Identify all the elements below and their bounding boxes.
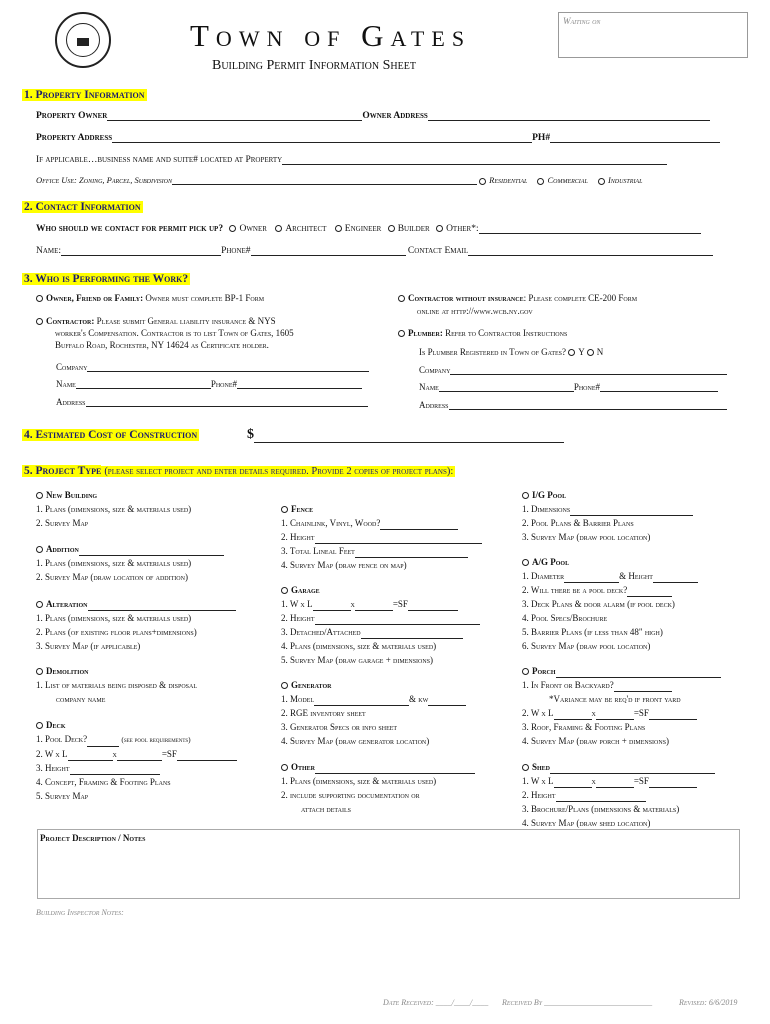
owner-option-text: Owner must complete BP-1 Form bbox=[145, 293, 265, 303]
fence-type-field[interactable] bbox=[380, 520, 458, 530]
ph-field[interactable] bbox=[550, 133, 720, 143]
deck-sf-label: =SF bbox=[161, 749, 177, 759]
waiting-on-label: Waiting on bbox=[563, 16, 601, 26]
contact-engineer-radio[interactable] bbox=[335, 225, 342, 232]
porch-variance-note: *Variance may be req'd if front yard bbox=[549, 694, 681, 704]
other-item: attach details bbox=[301, 804, 351, 814]
porch-group bbox=[522, 664, 721, 748]
right-phone-field[interactable] bbox=[600, 382, 718, 392]
other-group bbox=[281, 760, 475, 816]
shed-x-label: x bbox=[591, 776, 596, 786]
ag-pool-deck-field[interactable] bbox=[627, 587, 672, 597]
left-name-row bbox=[56, 379, 362, 389]
deck-title: Deck bbox=[46, 720, 66, 730]
shed-title: Shed bbox=[532, 762, 551, 772]
owner-option-label: Owner, Friend or Family: bbox=[46, 293, 144, 303]
generator-model-label: 1. Model bbox=[281, 694, 314, 704]
contact-name-field[interactable] bbox=[61, 246, 221, 256]
porch-title: Porch bbox=[532, 666, 556, 676]
generator-title: Generator bbox=[291, 680, 332, 690]
addition-title: Addition bbox=[46, 544, 79, 554]
cwi-online[interactable]: online at http://www.wcb.ny.gov bbox=[417, 306, 533, 316]
contact-other-label: Other*: bbox=[446, 224, 479, 234]
contact-other-radio[interactable] bbox=[436, 225, 443, 232]
contact-engineer-label: Engineer bbox=[344, 224, 382, 234]
ig-pool-radio[interactable] bbox=[522, 492, 529, 499]
contact-architect-radio[interactable] bbox=[275, 225, 282, 232]
deck-l-field[interactable] bbox=[117, 751, 162, 761]
ig-pool-item: 2. Pool Plans & Barrier Plans bbox=[522, 518, 634, 528]
contact-phone-label: Phone# bbox=[221, 246, 251, 256]
page-subtitle: Building Permit Information Sheet bbox=[212, 58, 416, 73]
generator-radio[interactable] bbox=[281, 682, 288, 689]
alteration-title: Alteration bbox=[46, 599, 88, 609]
contact-other-field[interactable] bbox=[479, 224, 701, 234]
cwi-radio[interactable] bbox=[398, 295, 405, 302]
generator-model-field[interactable] bbox=[314, 696, 409, 706]
addition-group bbox=[36, 542, 224, 584]
porch-yard-label: 1. In Front or Backyard? bbox=[522, 680, 614, 690]
commercial-radio[interactable] bbox=[537, 178, 544, 185]
ag-pool-height-label: & Height bbox=[619, 571, 653, 581]
contact-architect-label: Architect bbox=[285, 224, 327, 234]
generator-kw-label: & kw bbox=[409, 694, 429, 704]
plumber-no-radio[interactable] bbox=[587, 349, 594, 356]
shed-height-label: 2. Height bbox=[522, 790, 556, 800]
contact-builder-radio[interactable] bbox=[388, 225, 395, 232]
right-name-field[interactable] bbox=[439, 382, 574, 392]
porch-l-field[interactable] bbox=[596, 710, 634, 720]
page-title: Town of Gates bbox=[190, 18, 472, 53]
left-name-label: Name bbox=[56, 379, 76, 389]
deck-w-field[interactable] bbox=[68, 751, 113, 761]
deck-radio[interactable] bbox=[36, 722, 43, 729]
porch-item: 3. Roof, Framing & Footing Plans bbox=[522, 722, 646, 732]
shed-item: 4. Survey Map (draw shed location) bbox=[522, 818, 651, 828]
plumber-no-label: N bbox=[596, 347, 604, 357]
left-address-row bbox=[56, 397, 368, 407]
ag-pool-title: A/G Pool bbox=[532, 557, 570, 567]
right-company-label: Company bbox=[419, 365, 451, 375]
demolition-radio[interactable] bbox=[36, 668, 43, 675]
contact-who-row bbox=[36, 224, 701, 234]
contractor-option[interactable] bbox=[36, 316, 276, 326]
ph-label: PH# bbox=[532, 133, 551, 143]
other-item: 2. include supporting documentation or bbox=[281, 790, 420, 800]
plumber-yes-radio[interactable] bbox=[568, 349, 575, 356]
deck-height-field[interactable] bbox=[70, 765, 160, 775]
ig-pool-dim-label: 1. Dimensions bbox=[522, 504, 571, 514]
deck-x-label: x bbox=[112, 749, 117, 759]
alteration-item: 3. Survey Map (if applicable) bbox=[36, 641, 141, 651]
porch-wxl-label: 2. W x L bbox=[522, 708, 554, 718]
business-label: If applicable…business name and suite# located at Property bbox=[36, 155, 283, 165]
garage-sf-label: =SF bbox=[392, 599, 408, 609]
left-name-field[interactable] bbox=[76, 379, 211, 389]
section-2-heading: 2. Contact Information bbox=[24, 201, 141, 213]
porch-yard-field[interactable] bbox=[614, 682, 672, 692]
shed-field[interactable] bbox=[550, 764, 715, 774]
other-field[interactable] bbox=[315, 764, 475, 774]
deck-sf-field[interactable] bbox=[177, 751, 237, 761]
addition-radio[interactable] bbox=[36, 546, 43, 553]
right-company-field[interactable] bbox=[450, 365, 727, 375]
porch-w-field[interactable] bbox=[554, 710, 592, 720]
contractor-radio[interactable] bbox=[36, 318, 43, 325]
fence-group bbox=[281, 502, 482, 572]
ag-pool-deck-label: 2. Will there be a pool deck? bbox=[522, 585, 628, 595]
shed-l-field[interactable] bbox=[596, 778, 634, 788]
residential-radio[interactable] bbox=[479, 178, 486, 185]
town-seal bbox=[55, 12, 111, 68]
contact-name-row bbox=[36, 246, 713, 256]
property-owner-label: Property Owner bbox=[36, 111, 108, 121]
left-address-label: Address bbox=[56, 397, 86, 407]
section-5-instructions: (please select project and enter details required. Provide 2 copies of project plans): bbox=[101, 466, 455, 477]
date-received: Date Received: ____/____/____ bbox=[383, 998, 489, 1007]
garage-wxl-label: 1. W x L bbox=[281, 599, 313, 609]
left-address-field[interactable] bbox=[86, 397, 368, 407]
right-address-field[interactable] bbox=[449, 400, 727, 410]
garage-height-label: 2. Height bbox=[281, 613, 315, 623]
demolition-item: company name bbox=[56, 694, 106, 704]
business-row bbox=[36, 155, 667, 165]
section-5-heading: 5. Project Type bbox=[24, 465, 102, 477]
demolition-group bbox=[36, 664, 197, 706]
fence-radio[interactable] bbox=[281, 506, 288, 513]
right-address-label: Address bbox=[419, 400, 449, 410]
left-company-row bbox=[56, 362, 369, 372]
contact-builder-label: Builder bbox=[397, 224, 430, 234]
garage-item: 4. Plans (dimensions, size & materials used) bbox=[281, 641, 437, 651]
ag-pool-group bbox=[522, 555, 698, 653]
industrial-radio[interactable] bbox=[598, 178, 605, 185]
fence-item: 4. Survey Map (draw fence on map) bbox=[281, 560, 407, 570]
addition-item: 2. Survey Map (draw location of addition) bbox=[36, 572, 188, 582]
project-notes-box[interactable] bbox=[37, 829, 740, 899]
cost-dollar: $ bbox=[247, 427, 254, 442]
cwi-text: : Please complete CE-200 Form bbox=[523, 293, 638, 303]
left-company-field[interactable] bbox=[87, 362, 369, 372]
garage-detached-label: 3. Detached/Attached bbox=[281, 627, 361, 637]
garage-height-field[interactable] bbox=[315, 615, 480, 625]
porch-field[interactable] bbox=[556, 668, 721, 678]
contractor-text-2: worker's Compensation. Contractor is to list Town of Gates, 1605 bbox=[55, 328, 294, 338]
other-radio[interactable] bbox=[281, 764, 288, 771]
addition-field[interactable] bbox=[79, 546, 224, 556]
ag-pool-height-field[interactable] bbox=[653, 573, 698, 583]
contractor-label: Contractor: bbox=[46, 316, 95, 326]
ag-pool-item: 5. Barrier Plans (if less than 48" high) bbox=[522, 627, 663, 637]
porch-item: 4. Survey Map (draw porch + dimensions) bbox=[522, 736, 670, 746]
office-use-label: Office Use: Zoning, Parcel, Subdivision bbox=[36, 175, 173, 185]
demolition-title: Demolition bbox=[46, 666, 89, 676]
garage-group bbox=[281, 583, 480, 667]
ag-pool-item: 3. Deck Plans & door alarm (if pool deck) bbox=[522, 599, 675, 609]
fence-type-label: 1. Chainlink, Vinyl, Wood? bbox=[281, 518, 381, 528]
ag-pool-diameter-field[interactable] bbox=[564, 573, 619, 583]
contractor-text-1: Please submit General liability insurance & NYS bbox=[96, 316, 276, 326]
alteration-radio[interactable] bbox=[36, 601, 43, 608]
ig-pool-dim-field[interactable] bbox=[570, 506, 693, 516]
commercial-label: Commercial bbox=[547, 175, 588, 185]
project-notes-title: Project Description / Notes bbox=[40, 833, 146, 843]
cost-row bbox=[247, 427, 564, 443]
fence-title: Fence bbox=[291, 504, 314, 514]
cost-field[interactable] bbox=[254, 430, 564, 443]
generator-kw-field[interactable] bbox=[428, 696, 466, 706]
porch-x-label: x bbox=[591, 708, 596, 718]
ig-pool-title: I/G Pool bbox=[532, 490, 567, 500]
shed-sf-label: =SF bbox=[633, 776, 649, 786]
business-field[interactable] bbox=[282, 155, 667, 165]
alteration-group bbox=[36, 597, 236, 653]
seal-emblem-icon bbox=[75, 36, 91, 48]
owner-address-field[interactable] bbox=[428, 111, 710, 121]
generator-item: 4. Survey Map (draw generator location) bbox=[281, 736, 430, 746]
inspector-notes-label: Building Inspector Notes: bbox=[36, 908, 124, 917]
plumber-label: Plumber: bbox=[408, 328, 443, 338]
generator-item: 3. Generator Specs or info sheet bbox=[281, 722, 398, 732]
deck-height-label: 3. Height bbox=[36, 763, 70, 773]
waiting-on-box[interactable] bbox=[558, 12, 748, 58]
right-name-label: Name bbox=[419, 382, 439, 392]
other-title: Other bbox=[291, 762, 316, 772]
garage-l-field[interactable] bbox=[355, 601, 393, 611]
porch-sf-field[interactable] bbox=[649, 710, 697, 720]
plumber-question: Is Plumber Registered in Town of Gates? bbox=[419, 347, 567, 357]
shed-group bbox=[522, 760, 715, 830]
garage-x-label: x bbox=[350, 599, 355, 609]
ag-pool-diameter-label: 1. Diameter bbox=[522, 571, 565, 581]
garage-title: Garage bbox=[291, 585, 320, 595]
fence-lineal-field[interactable] bbox=[355, 548, 468, 558]
contact-owner-label: Owner bbox=[239, 224, 267, 234]
contact-email-field[interactable] bbox=[468, 246, 713, 256]
office-use-field[interactable] bbox=[172, 175, 477, 185]
ig-pool-group bbox=[522, 488, 693, 544]
shed-radio[interactable] bbox=[522, 764, 529, 771]
plumber-question-row bbox=[419, 347, 603, 357]
shed-sf-field[interactable] bbox=[649, 778, 697, 788]
generator-group bbox=[281, 678, 466, 748]
section-1-heading: 1. Property Information bbox=[24, 89, 145, 101]
new-building-group bbox=[36, 488, 191, 530]
left-phone-field[interactable] bbox=[237, 379, 362, 389]
section-5-heading-row bbox=[22, 461, 455, 479]
garage-sf-field[interactable] bbox=[408, 601, 458, 611]
cwi-label: Contractor without insurance bbox=[408, 293, 524, 303]
right-name-row bbox=[419, 382, 718, 392]
shed-w-field[interactable] bbox=[554, 778, 592, 788]
owner-address-label: Owner Address bbox=[362, 111, 428, 121]
contact-owner-radio[interactable] bbox=[229, 225, 236, 232]
porch-radio[interactable] bbox=[522, 668, 529, 675]
garage-radio[interactable] bbox=[281, 587, 288, 594]
contact-who-label: Who should we contact for permit pick up? bbox=[36, 224, 224, 234]
revised-date: Revised: 6/6/2019 bbox=[679, 998, 738, 1007]
section-4-heading: 4. Estimated Cost of Construction bbox=[24, 429, 198, 441]
garage-detached-field[interactable] bbox=[361, 629, 463, 639]
ig-pool-item: 3. Survey Map (draw pool location) bbox=[522, 532, 651, 542]
owner-radio[interactable] bbox=[36, 295, 43, 302]
contact-email-label: Contact Email bbox=[407, 246, 469, 256]
deck-group bbox=[36, 718, 237, 803]
fence-lineal-label: 3. Total Lineal Feet bbox=[281, 546, 355, 556]
new-building-title: New Building bbox=[46, 490, 98, 500]
shed-wxl-label: 1. W x L bbox=[522, 776, 554, 786]
shed-item: 3. Brochure/Plans (dimensions & materials) bbox=[522, 804, 680, 814]
alteration-item: 2. Plans (of existing floor plans+dimensions) bbox=[36, 627, 197, 637]
generator-item: 2. RGE inventory sheet bbox=[281, 708, 366, 718]
ag-pool-item: 6. Survey Map (draw pool location) bbox=[522, 641, 651, 651]
received-by: Received By ___________________________ bbox=[502, 998, 653, 1007]
property-address-label: Property Address bbox=[36, 133, 113, 143]
ag-pool-radio[interactable] bbox=[522, 559, 529, 566]
owner-option[interactable] bbox=[36, 293, 264, 303]
plumber-radio[interactable] bbox=[398, 330, 405, 337]
alteration-field[interactable] bbox=[88, 601, 236, 611]
contractor-text-3: Buffalo Road, Rochester, NY 14624 as Certificate holder. bbox=[55, 340, 269, 350]
right-company-row bbox=[419, 365, 727, 375]
new-building-item: 2. Survey Map bbox=[36, 518, 89, 528]
property-address-field[interactable] bbox=[112, 133, 532, 143]
deck-pool-label: 1. Pool Deck? bbox=[36, 734, 88, 744]
plumber-option[interactable] bbox=[398, 328, 567, 338]
porch-sf-label: =SF bbox=[633, 708, 649, 718]
new-building-item: 1. Plans (dimensions, size & materials used) bbox=[36, 504, 192, 514]
residential-label: Residential bbox=[489, 175, 528, 185]
new-building-radio[interactable] bbox=[36, 492, 43, 499]
section-3-heading: 3. Who is Performing the Work? bbox=[24, 273, 189, 285]
addition-item: 1. Plans (dimensions, size & materials used) bbox=[36, 558, 192, 568]
plumber-text: Refer to Contractor Instructions bbox=[445, 328, 568, 338]
alteration-item: 1. Plans (dimensions, size & materials used) bbox=[36, 613, 192, 623]
plumber-yes-label: Y bbox=[578, 347, 585, 357]
shed-height-field[interactable] bbox=[556, 792, 646, 802]
right-phone-label: Phone# bbox=[573, 382, 601, 392]
property-owner-row bbox=[36, 111, 710, 121]
ag-pool-item: 4. Pool Specs/Brochure bbox=[522, 613, 608, 623]
contact-phone-field[interactable] bbox=[251, 246, 406, 256]
garage-w-field[interactable] bbox=[313, 601, 351, 611]
left-phone-label: Phone# bbox=[210, 379, 238, 389]
contact-name-label: Name: bbox=[36, 246, 62, 256]
garage-item: 5. Survey Map (draw garage + dimensions) bbox=[281, 655, 434, 665]
deck-pool-field[interactable] bbox=[87, 737, 119, 747]
left-company-label: Company bbox=[56, 362, 88, 372]
fence-height-field[interactable] bbox=[315, 534, 482, 544]
cwi-option[interactable] bbox=[398, 293, 637, 303]
office-use-row bbox=[36, 175, 642, 185]
demolition-item: 1. List of materials being disposed & disposal bbox=[36, 680, 198, 690]
fence-height-label: 2. Height bbox=[281, 532, 315, 542]
deck-item: 5. Survey Map bbox=[36, 791, 89, 801]
industrial-label: Industrial bbox=[607, 175, 643, 185]
deck-wxl-label: 2. W x L bbox=[36, 749, 68, 759]
other-item: 1. Plans (dimensions, size & materials used) bbox=[281, 776, 437, 786]
right-address-row bbox=[419, 400, 727, 410]
property-owner-field[interactable] bbox=[107, 111, 362, 121]
deck-item: 4. Concept, Framing & Footing Plans bbox=[36, 777, 171, 787]
deck-pool-note: (see pool requirements) bbox=[121, 735, 191, 744]
property-address-row bbox=[36, 133, 720, 143]
